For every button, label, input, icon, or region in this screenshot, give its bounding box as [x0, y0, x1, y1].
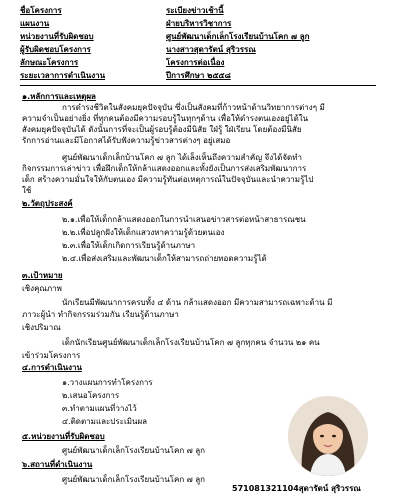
header-row	[20, 32, 380, 42]
header-row	[20, 45, 380, 55]
header-row	[20, 19, 380, 29]
section-title: ๑.หลักการและเหตุผล	[22, 92, 96, 101]
header-row	[20, 71, 380, 81]
paragraph-line: สังคมยุคปัจจุบันได้ ดังนั้นการที่จะเป็นผู้รอบรู้ต้องมีนิสัย ใฝ่รู้ ใฝ่เรียน โดยต้องมีนิสัย	[22, 125, 302, 134]
header-value: ปีการศึกษา ๒๕๕๘	[166, 71, 231, 80]
paragraph-line: ความจำเป็นอย่างยิ่ง ที่ทุกคนต้องมีความรอบรู้ในทุกๆด้าน เพื่อให้ดำรงตนเองอยู่ได้ใน	[22, 114, 309, 123]
header-key: ผู้รับผิดชอบโครงการ	[20, 45, 91, 54]
list-item: ๒.เสนอโครงการ	[62, 391, 120, 400]
header-value: นางสาวสุดารัตน์ สุริวรรณ	[166, 45, 256, 54]
divider	[20, 85, 376, 86]
header-key: แผนงาน	[20, 19, 50, 28]
header-key: ชื่อโครงการ	[20, 6, 62, 15]
header-key: หน่วยงานที่รับผิดชอบ	[20, 32, 94, 41]
paragraph-line: เด็กนักเรียนศูนย์พัฒนาเด็กเล็กโรงเรียนบ้านโคก ๗ ลูกทุกคน จำนวน ๒๑ คน	[62, 338, 320, 347]
paragraph-line: นักเรียนมีพัฒนาการครบทั้ง ๔ ด้าน กล้าแสดงออก มีความสามารถเฉพาะด้าน มี	[62, 298, 333, 307]
paragraph-line: ศูนย์พัฒนาเด็กเล็กบ้านโคก ๗ ลูก ได้เล็งเห็นถึงความสำคัญ จึงได้จัดทำ	[62, 153, 303, 162]
header-value: ระเบียงข่าวเช้านี้	[166, 6, 224, 15]
paragraph-line: กิจกรรมการเล่าข่าว เพื่อฝึกเด็กให้กล้าแสดงออกและทั้งยังเป็นการส่งเสริมพัฒนาการ	[22, 164, 307, 173]
paragraph-line: ศูนย์พัฒนาเด็กเล็กโรงเรียนบ้านโคก ๗ ลูก	[62, 475, 206, 484]
sub-heading: เชิงคุณภาพ	[22, 284, 62, 293]
list-item: ๒.๑.เพื่อให้เด็กกล้าแสดงออกในการนำเสนอข่าวสารต่อหน้าสาธารณชน	[62, 215, 306, 224]
list-item: ๒.๔.เพื่อส่งเสริมและพัฒนาเด็กให้สามารถถ่ายทอดความรู้ได้	[62, 254, 267, 263]
section-title: ๓.เป้าหมาย	[22, 271, 63, 280]
header-value: ศูนย์พัฒนาเด็กเล็กโรงเรียนบ้านโคก ๗ ลูก	[166, 32, 310, 41]
list-item: ๓.ทำตามแผนที่วางไว้	[62, 404, 137, 413]
header-row	[20, 6, 380, 16]
sub-heading: เชิงปริมาณ	[22, 323, 61, 332]
paragraph-line: เด็ก สร้างความมั่นใจให้กับตนเอง มีความรู้ทันต่อเหตุการณ์ในปัจจุบันและนำความรู้ไป	[22, 175, 314, 184]
section-title: ๖.สถานที่ดำเนินงาน	[22, 460, 93, 469]
header-key: ลักษณะโครงการ	[20, 58, 79, 67]
list-item: ๑.วางแผนการทำโครงการ	[62, 378, 153, 387]
paragraph-line: ใช้	[22, 186, 32, 195]
header-key: ระยะเวลาการดำเนินงาน	[20, 71, 106, 80]
section-title: ๔.การดำเนินงาน	[22, 363, 82, 372]
photo-caption: 571081321104สุดารัตน์ สุริวรรณ	[232, 484, 361, 493]
person-portrait-icon	[288, 396, 368, 476]
list-item: ๒.๓.เพื่อให้เด็กเกิดการเรียนรู้ด้านภาษา	[62, 241, 196, 250]
header-row	[20, 58, 380, 68]
header-value: โครงการต่อเนื่อง	[166, 58, 225, 67]
list-item: ๒.๒.เพื่อปลูกฝังให้เด็กแสวงหาความรู้ด้วยตนเอง	[62, 228, 225, 237]
section-title: ๕.หน่วยงานที่รับผิดชอบ	[22, 432, 105, 441]
list-item: ๔.ติดตามและประเมินผล	[62, 417, 148, 426]
paragraph-line: ศูนย์พัฒนาเด็กเล็กโรงเรียนบ้านโคก ๗ ลูก	[62, 446, 206, 455]
paragraph-line: ภาวะผู้นำ ทำกิจกรรมร่วมกัน เรียนรู้ด้านภาษา	[22, 310, 179, 319]
paragraph-line: เข้าร่วมโครงการ	[22, 351, 81, 360]
section-title: ๒.วัตถุประสงค์	[22, 199, 73, 208]
paragraph-line: รักการอ่านและมีโอกาสได้รับฟังความรู้ข่าวสารต่างๆ อยู่เสมอ	[22, 136, 231, 145]
paragraph-line: การดำรงชีวิตในสังคมยุคปัจจุบัน ซึ่งเป็นสังคมที่ก้าวหน้าด้านวิทยาการต่างๆ มี	[62, 103, 325, 112]
header-value: ฝ่ายบริหารวิชาการ	[166, 19, 232, 28]
profile-photo	[288, 396, 368, 476]
